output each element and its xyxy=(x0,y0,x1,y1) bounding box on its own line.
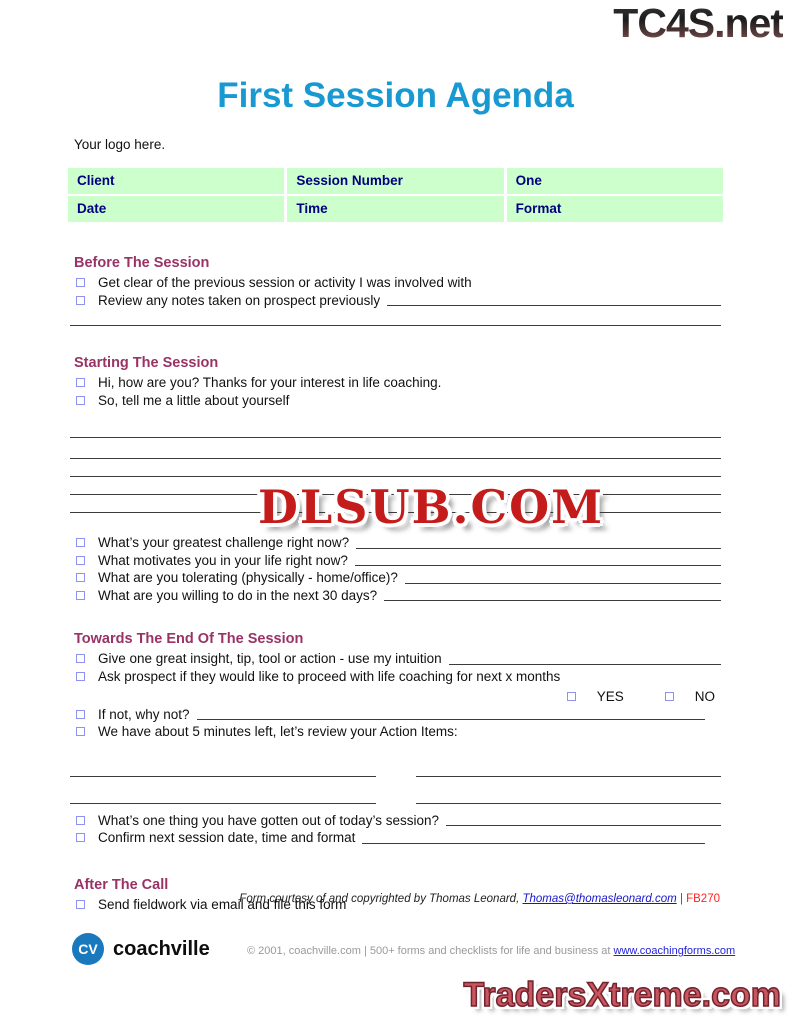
checkbox-icon[interactable] xyxy=(76,396,85,405)
checklist-item xyxy=(68,723,723,741)
table-cell-session-number: Session Number xyxy=(287,168,503,194)
checklist-item xyxy=(68,829,723,847)
logo-placeholder-text: Your logo here. xyxy=(74,137,166,152)
no-label: NO xyxy=(694,689,715,704)
copyright-line xyxy=(247,945,735,957)
coachingforms-link[interactable]: www.coachingforms.com xyxy=(613,945,736,957)
item-label: What are you tolerating (physically - home/office)? xyxy=(98,570,398,585)
fill-in-line xyxy=(387,302,721,306)
fill-in-line xyxy=(356,545,721,549)
tradersxtreme-watermark: TradersXtreme.com xyxy=(463,976,781,1014)
checkbox-icon[interactable] xyxy=(76,654,85,663)
table-cell-client: Client xyxy=(68,168,284,194)
table-cell-date: Date xyxy=(68,196,284,222)
checklist-item xyxy=(68,569,723,587)
checklist-item xyxy=(68,706,723,724)
checklist-item xyxy=(68,374,723,392)
yes-label: YES xyxy=(596,689,624,704)
fill-in-line xyxy=(197,716,705,720)
item-label: If not, why not? xyxy=(98,706,190,722)
checkbox-icon[interactable] xyxy=(76,296,85,305)
action-items-lines xyxy=(70,750,721,804)
checklist-item xyxy=(68,812,723,830)
author-email-link[interactable]: Thomas@thomasleonard.com xyxy=(522,893,677,905)
tc4s-watermark-logo: TC4S.net xyxy=(613,0,783,46)
item-label: Confirm next session date, time and format xyxy=(98,830,356,845)
page-title: First Session Agenda xyxy=(217,76,574,115)
form-credit-line xyxy=(239,893,720,905)
item-label: Get clear of the previous session or activity I was involved with xyxy=(98,275,472,290)
checkbox-icon[interactable] xyxy=(76,538,85,547)
form-code: FB270 xyxy=(686,893,720,905)
item-label: What are you willing to do in the next 30 days? xyxy=(98,587,378,603)
fill-in-line xyxy=(70,459,721,477)
item-label: Review any notes taken on prospect previously xyxy=(98,292,381,308)
checkbox-icon[interactable] xyxy=(76,378,85,387)
table-cell-one: One xyxy=(507,168,723,194)
item-label: Give one great insight, tip, tool or action - use my intuition xyxy=(98,651,442,666)
checkbox-icon[interactable] xyxy=(76,556,85,565)
fill-in-line xyxy=(446,822,721,826)
item-label: Ask prospect if they would like to proceed with life coaching for next x months xyxy=(98,668,561,684)
checkbox-icon[interactable] xyxy=(76,278,85,287)
checkbox-icon[interactable] xyxy=(76,833,85,842)
item-label: What’s your greatest challenge right now? xyxy=(98,535,350,550)
item-label: What’s one thing you have gotten out of today’s session? xyxy=(98,812,439,828)
checklist-item xyxy=(68,534,723,552)
fill-in-line xyxy=(449,661,721,665)
fill-in-line xyxy=(70,438,721,459)
credit-text: Form courtesy of and copyrighted by Thomas Leonard, xyxy=(239,893,520,905)
section-heading-after: After The Call xyxy=(74,876,169,893)
coachville-logo xyxy=(72,933,210,965)
fill-in-line xyxy=(70,750,376,777)
item-label: So, tell me a little about yourself xyxy=(98,392,290,408)
dlsub-watermark: DLSUB.COM xyxy=(258,480,605,534)
yes-no-row xyxy=(68,688,723,706)
section-heading-towards: Towards The End Of The Session xyxy=(74,631,304,647)
section-heading-before: Before The Session xyxy=(74,255,210,271)
fill-in-line xyxy=(70,777,376,804)
checkbox-icon[interactable] xyxy=(76,573,85,582)
fill-in-line xyxy=(355,562,721,566)
checkbox-icon[interactable] xyxy=(76,591,85,600)
checklist-item xyxy=(68,274,723,292)
section-heading-starting: Starting The Session xyxy=(74,355,219,371)
table-cell-time: Time xyxy=(287,196,503,222)
checklist-item xyxy=(68,392,723,410)
coachville-brand-name: coachville xyxy=(113,937,210,960)
checklist-item xyxy=(68,650,723,668)
no-checkbox-icon[interactable] xyxy=(665,692,674,701)
cv-circle-icon: CV xyxy=(72,933,104,965)
checkbox-icon[interactable] xyxy=(76,710,85,719)
fill-in-line xyxy=(405,580,721,584)
checklist-item xyxy=(68,292,723,310)
checklist-item xyxy=(68,668,723,686)
fill-in-line xyxy=(70,309,721,326)
fill-in-line xyxy=(416,750,722,777)
credit-separator: | xyxy=(679,893,683,905)
checklist-item xyxy=(68,587,723,605)
checklist-item xyxy=(68,552,723,570)
fill-in-line xyxy=(384,597,721,601)
fill-in-line xyxy=(70,420,721,438)
session-info-table xyxy=(68,168,723,222)
item-label: Send fieldwork via email and file this form xyxy=(98,896,347,912)
item-label: We have about 5 minutes left, let’s review your Action Items: xyxy=(98,724,458,739)
checkbox-icon[interactable] xyxy=(76,727,85,736)
checkbox-icon[interactable] xyxy=(76,816,85,825)
checkbox-icon[interactable] xyxy=(76,672,85,681)
yes-checkbox-icon[interactable] xyxy=(567,692,576,701)
fill-in-line xyxy=(416,777,722,804)
copyright-text: © 2001, coachville.com | 500+ forms and checklists for life and business at xyxy=(247,945,611,957)
table-cell-format: Format xyxy=(507,196,723,222)
item-label: Hi, how are you? Thanks for your interest in life coaching. xyxy=(98,375,442,390)
fill-in-line xyxy=(362,840,705,844)
item-label: What motivates you in your life right now? xyxy=(98,552,348,568)
checkbox-icon[interactable] xyxy=(76,900,85,909)
questions-block xyxy=(68,534,723,604)
